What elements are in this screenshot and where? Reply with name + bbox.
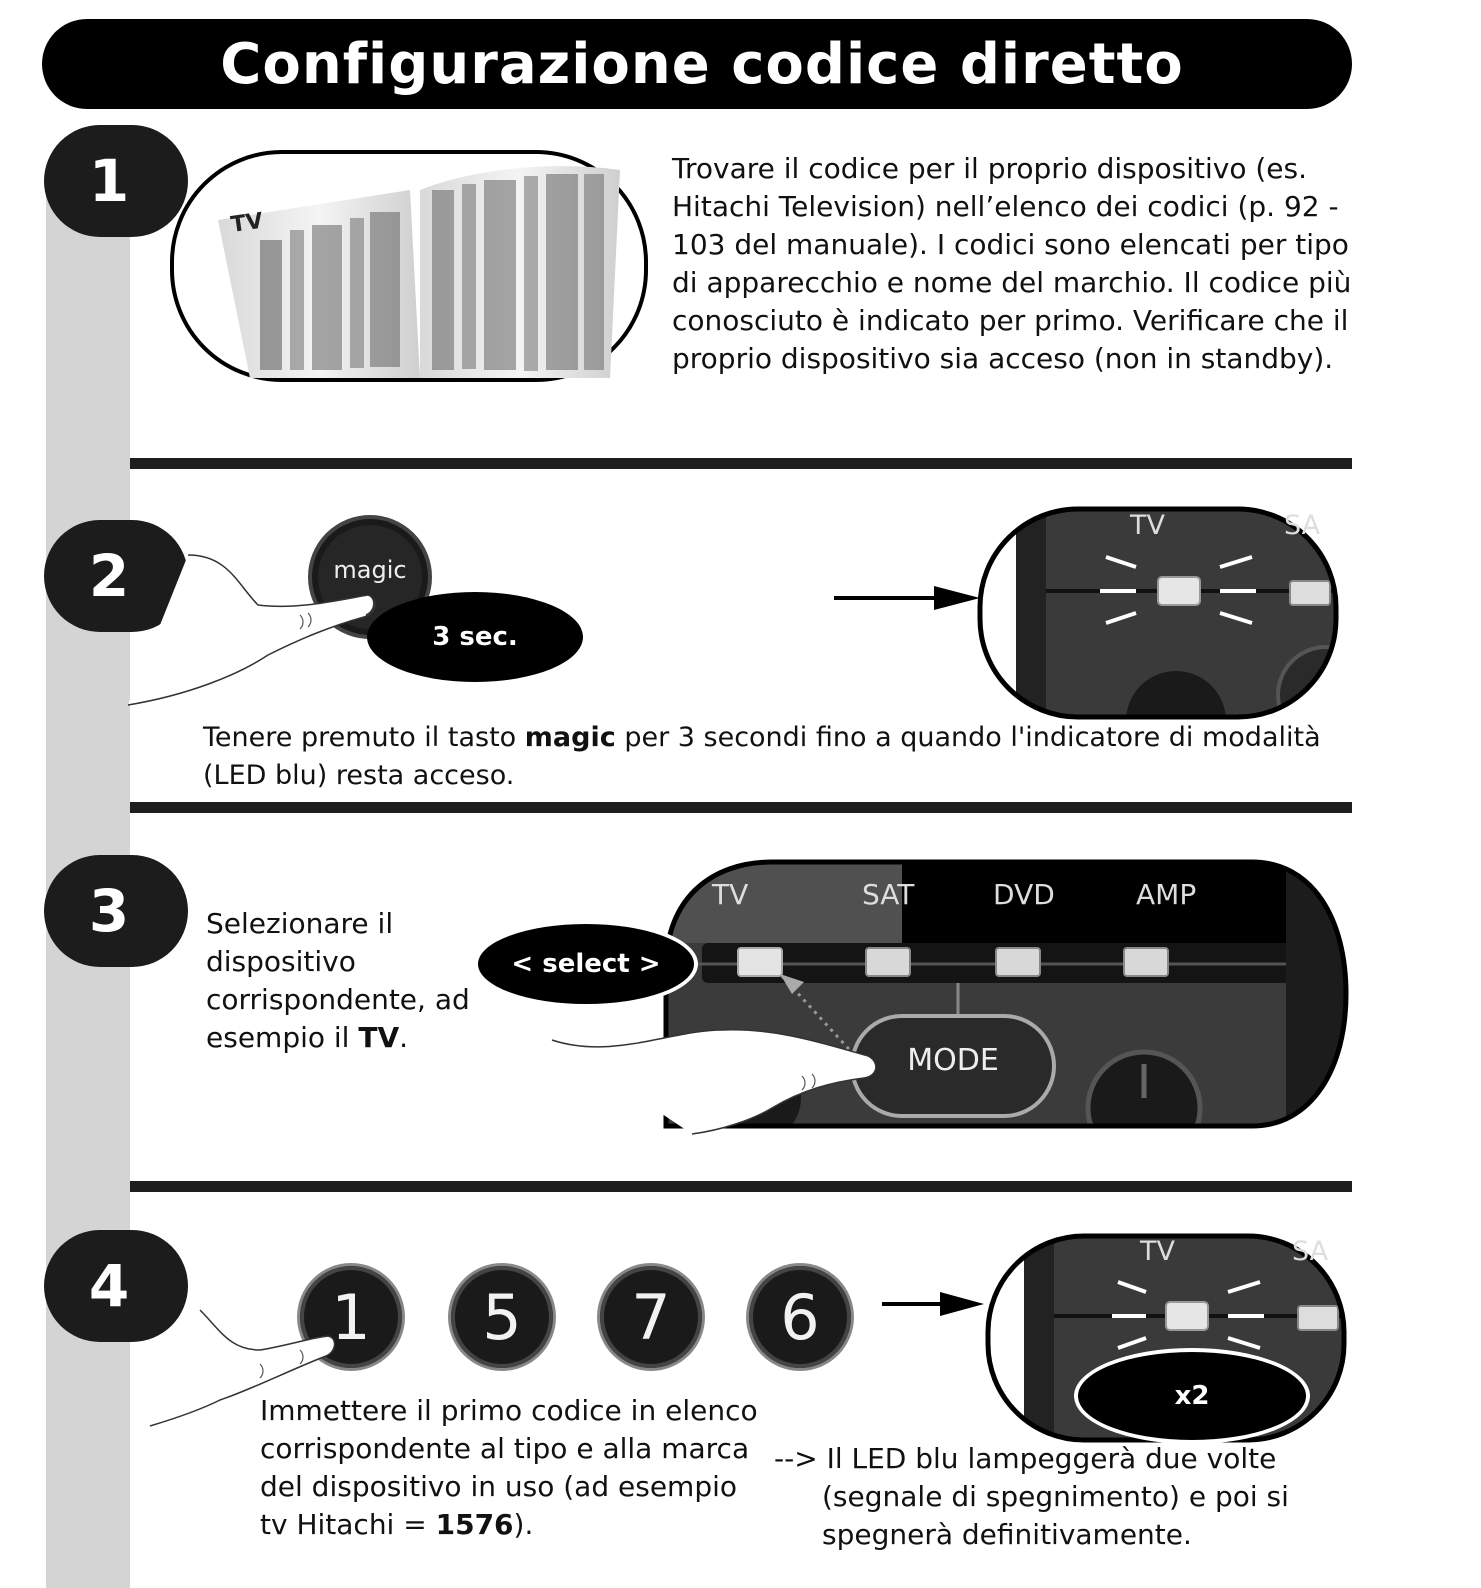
divider: [130, 1181, 1352, 1192]
hold-duration-badge: 3 sec.: [367, 592, 583, 682]
step-number-2: 2: [44, 520, 188, 632]
caption-text: per 3 secondi fino a quando l'indicatore di modalità (LED blu) resta acceso.: [203, 722, 1321, 791]
step3-text-part: .: [399, 1021, 409, 1054]
digit-button-1[interactable]: 1: [300, 1266, 402, 1368]
led-label-tv: TV: [1140, 1236, 1175, 1267]
magic-button[interactable]: magic: [333, 556, 407, 584]
page-title: Configurazione codice diretto: [42, 19, 1352, 109]
step4-text-part: Immettere il primo codice in elenco corrispondente al tipo e alla marca del dispositivo in uso (ad esempio tv Hitachi =: [260, 1394, 758, 1541]
digit-button-6[interactable]: 6: [749, 1266, 851, 1368]
step4-text-bold: 1576: [435, 1508, 514, 1541]
arrow-right-icon: [882, 1289, 986, 1319]
caption-bold: magic: [524, 722, 616, 753]
led-label-next: SA: [1292, 1236, 1329, 1267]
mode-label-dvd: DVD: [993, 878, 1055, 911]
digit-button-7[interactable]: 7: [600, 1266, 702, 1368]
step4-result-text: --> Il LED blu lampeggerà due volte (segnale di spegnimento) e poi si spegnerà definitivamente.: [774, 1442, 1289, 1551]
step-number-4: 4: [44, 1230, 188, 1342]
led-label-tv: TV: [1130, 510, 1165, 541]
divider: [130, 802, 1352, 813]
code-book-illustration: [170, 150, 648, 382]
step3-text: [206, 905, 486, 1057]
step1-text: Trovare il codice per il proprio dispositivo (es. Hitachi Television) nell’elenco dei codici (p. 92 - 103 del manuale). I codici sono elencati per tipo di apparecchio e nome del marchio. Il codice più conosciuto è indicato per primo. Verificare che il proprio dispositivo sia acceso (non in standby).: [672, 152, 1352, 375]
step2-caption: [203, 719, 1323, 795]
book-label: TV: [229, 208, 265, 238]
arrow-right-icon: [834, 583, 982, 613]
divider: [130, 458, 1352, 469]
step3-text-part: Selezionare il dispositivo corrispondente, ad esempio il: [206, 907, 470, 1054]
hand-press-illustration: [552, 1020, 892, 1140]
step4-text: [260, 1392, 760, 1544]
mode-label-tv: TV: [712, 878, 749, 911]
step3-text-bold: TV: [358, 1021, 400, 1054]
mode-label-sat: SAT: [862, 878, 915, 911]
mode-button[interactable]: MODE: [907, 1043, 999, 1078]
digit-button-5[interactable]: 5: [451, 1266, 553, 1368]
mode-label-amp: AMP: [1136, 878, 1197, 911]
step-number-3: 3: [44, 855, 188, 967]
step4-text-part: ).: [513, 1508, 534, 1541]
step-number-1: 1: [44, 125, 188, 237]
led-label-next: SA: [1284, 510, 1321, 541]
caption-text: Tenere premuto il tasto: [203, 722, 525, 753]
blink-count-badge: x2: [1078, 1352, 1306, 1440]
select-badge: < select >: [478, 924, 694, 1004]
